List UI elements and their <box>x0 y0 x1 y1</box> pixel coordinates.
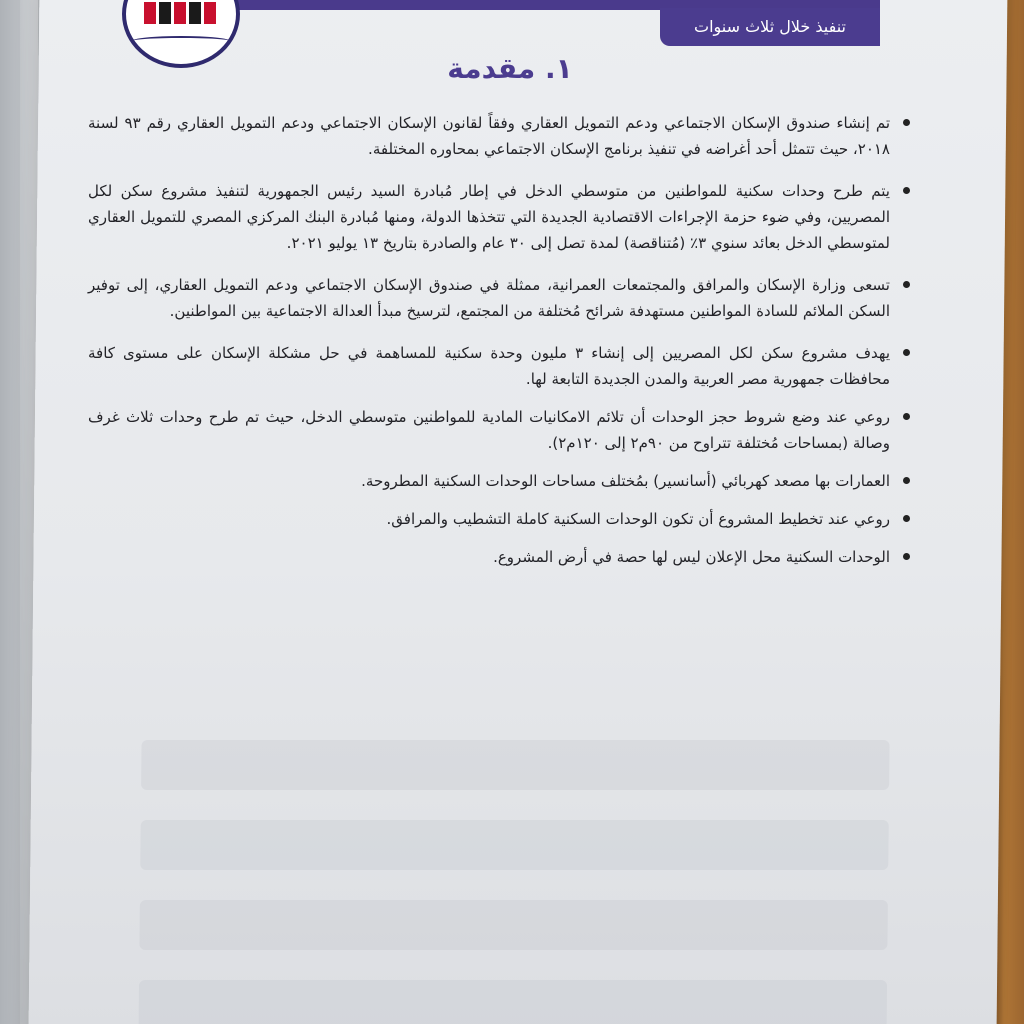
list-item-text: تسعى وزارة الإسكان والمرافق والمجتمعات العمرانية، ممثلة في صندوق الإسكان الاجتماعي ودعم التمويل العقاري، إلى توفير السكن الملائم للسادة المواطنين مستهدفة شرائح مُختلفة من المجتمع، لترسيخ مبدأ العدالة الاجتماعية بين المواطنين. <box>88 276 890 320</box>
list-item-text: روعي عند تخطيط المشروع أن تكون الوحدات السكنية كاملة التشطيب والمرافق. <box>386 510 890 528</box>
list-item-text: تم إنشاء صندوق الإسكان الاجتماعي ودعم التمويل العقاري وفقاً لقانون الإسكان الاجتماعي ودعم التمويل العقاري رقم ٩٣ لسنة ٢٠١٨، حيث تتمثل أحد أغراضه في تنفيذ برنامج الإسكان الاجتماعي بمحاوره المختلفة. <box>88 114 890 158</box>
list-item <box>88 110 914 162</box>
list-item-text: العمارات بها مصعد كهربائي (أسانسير) بمُختلف مساحات الوحدات السكنية المطروحة. <box>361 472 890 490</box>
list-item <box>88 468 914 494</box>
header-tag: تنفيذ خلال ثلاث سنوات <box>660 8 880 46</box>
faint-row-band <box>139 900 888 950</box>
faint-row-band <box>140 820 889 870</box>
bullet-icon <box>903 413 910 420</box>
logo-stripe <box>204 2 216 24</box>
bullet-icon <box>903 553 910 560</box>
bullet-icon <box>903 349 910 356</box>
bullet-icon <box>903 187 910 194</box>
logo-stripe <box>144 2 156 24</box>
logo-ring <box>132 36 230 46</box>
list-item <box>88 544 914 570</box>
list-item <box>88 178 914 256</box>
bullet-icon <box>903 119 910 126</box>
list-item <box>88 404 914 456</box>
faint-row-band <box>141 740 890 790</box>
list-item-text: يهدف مشروع سكن لكل المصريين إلى إنشاء ٣ مليون وحدة سكنية للمساهمة في حل مشكلة الإسكان على مستوى كافة محافظات جمهورية مصر العربية والمدن الجديدة التابعة لها. <box>88 344 890 388</box>
list-item <box>88 506 914 532</box>
list-item-text: روعي عند وضع شروط حجز الوحدات أن تلائم الامكانيات المادية للمواطنين متوسطي الدخل، حيث تم طرح وحدات ثلاث غرف وصالة (بمساحات مُختلفة تتراوح من ٩٠م٢ إلى ١٢٠م٢). <box>88 408 890 452</box>
bullet-icon <box>903 477 910 484</box>
list-item-text: الوحدات السكنية محل الإعلان ليس لها حصة في أرض المشروع. <box>493 548 890 566</box>
logo-stripe <box>174 2 186 24</box>
logo-stripe <box>189 2 201 24</box>
list-item-text: يتم طرح وحدات سكنية للمواطنين من متوسطي الدخل في إطار مُبادرة السيد رئيس الجمهورية لتنفيذ مشروع سكن لكل المصريين، وفي ضوء حزمة الإجراءات الاقتصادية الجديدة التي تتخذها الدولة، ومنها مُبادرة البنك المركزي المصري للتمويل العقاري لمتوسطي الدخل بعائد سنوي ٣٪ (مُتناقصة) لمدة تصل إلى ٣٠ عام والصادرة بتاريخ ١٣ يوليو ٢٠٢١. <box>88 182 890 252</box>
bullet-icon <box>903 281 910 288</box>
bullet-icon <box>903 515 910 522</box>
list-item <box>88 340 914 392</box>
logo-mark <box>144 2 218 24</box>
section-title: ١. مقدمة <box>447 52 573 85</box>
intro-list <box>88 110 914 570</box>
faint-row-band <box>139 980 888 1024</box>
list-item <box>88 272 914 324</box>
logo-stripe <box>159 2 171 24</box>
